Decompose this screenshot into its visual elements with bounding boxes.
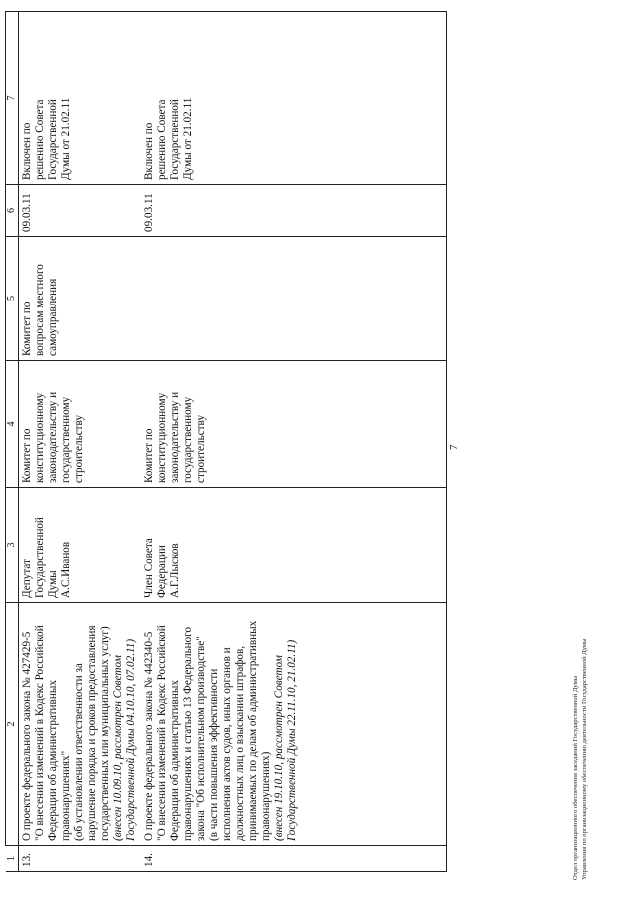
bill-note-line: (внесен 10.09.10, рассмотрен Советом [111,655,124,841]
initiator [19,488,141,603]
committee-line: строительству [194,414,207,483]
agenda-table [5,11,447,872]
committee-line: строительству [72,414,85,483]
co-committee-line: самоуправления [46,278,59,356]
bill-description [19,603,141,846]
initiator-line: Депутат [21,559,33,598]
page-number: 7 [448,444,460,450]
bill-title-line: закона "Об исполнительном производстве" [194,636,207,841]
column-header: 5 [6,237,19,361]
bill-title-line: нарушение порядка и сроков предоставления [85,625,98,841]
bill-title-line: (об установлении ответственности за [72,663,85,841]
column-header: 4 [6,361,19,488]
bill-note-line: Государственной Думы 22.11.10, 21.02.11) [285,639,298,841]
column-header: 2 [6,603,19,846]
committee-line: конституционному [33,392,46,483]
bill-title-line: правонарушениях) [259,751,272,841]
bill-title-line: О проекте федерального закона № 427429-5 [21,631,33,841]
column-header: 3 [6,488,19,603]
status-line: решению Совета [155,99,168,180]
status [141,12,447,185]
initiator [141,488,447,603]
co-committee [141,237,447,361]
bill-title-line: принимаемых по делам об административных [246,620,259,841]
responsible-committee [141,361,447,488]
status-line: Думы от 21.02.11 [181,97,194,180]
bill-title-line: "О внесении изменений в Кодекс Российской [155,625,168,841]
initiator-line: А.С.Иванов [59,541,72,598]
initiator-line: Государственной [33,517,46,598]
bill-title-line: Федерации об административных [46,680,59,841]
initiator-line: Член Совета [142,538,155,598]
column-header: 7 [6,12,19,185]
footer [572,440,590,880]
table-header-row [6,12,19,872]
status-line: Думы от 21.02.11 [59,97,72,180]
co-committee-line: вопросам местного [33,264,46,356]
footer-line: Отдел организационного обеспечения заседаний Государственной Думы [572,675,579,880]
bill-title-line: государственных или муниципальных услуг) [98,626,111,841]
co-committee [19,237,141,361]
bill-title-line: Федерации об административных [168,680,181,841]
initiator-line: Думы [46,570,59,598]
bill-note-line: Государственной Думы 04.10.10, 07.02.11) [124,638,137,841]
committee-line: государственному [181,396,194,483]
bill-title-line: правонарушениях и статью 13 Федерального [181,626,194,841]
committee-line: государственному [59,396,72,483]
status-line: Государственной [168,99,181,180]
bill-title-line: должностных лиц о взыскании штрафов, [233,645,246,841]
co-committee-line: Комитет по [21,301,33,356]
footer-line: Управления по организационному обеспечению деятельности Государственной Думы [580,638,588,880]
row-number: 14. [141,846,447,872]
status [19,12,141,185]
committee-line: Комитет по [21,428,33,483]
committee-line: законодательству и [168,391,181,483]
column-header: 6 [6,185,19,237]
bill-title-line: исполнения актов судов, иных органов и [220,647,233,841]
bill-title-line: правонарушениях" [59,750,72,841]
status-line: Включен по [142,122,155,180]
bill-title-line: О проекте федерального закона № 442340-5 [142,631,155,841]
status-line: решению Совета [33,99,46,180]
responsible-committee [19,361,141,488]
bill-description [141,603,447,846]
committee-line: Комитет по [142,428,155,483]
status-line: Государственной [46,99,59,180]
bill-note-line: (внесен 19.10.10, рассмотрен Советом [272,655,285,841]
status-line: Включен по [21,122,33,180]
column-header: 1 [6,846,19,872]
bill-title-line: "О внесении изменений в Кодекс Российской [33,625,46,841]
initiator-line: Федерации [155,545,168,598]
bill-title-line: (в части повышения эффективности [207,668,220,841]
initiator-line: А.Г.Лысков [168,543,181,598]
committee-line: законодательству и [46,391,59,483]
row-number: 13. [19,846,141,872]
table-row [19,12,141,872]
consideration-date: 09.03.11 [19,185,141,237]
consideration-date: 09.03.11 [141,185,447,237]
committee-line: конституционному [155,392,168,483]
table-row [141,12,447,872]
